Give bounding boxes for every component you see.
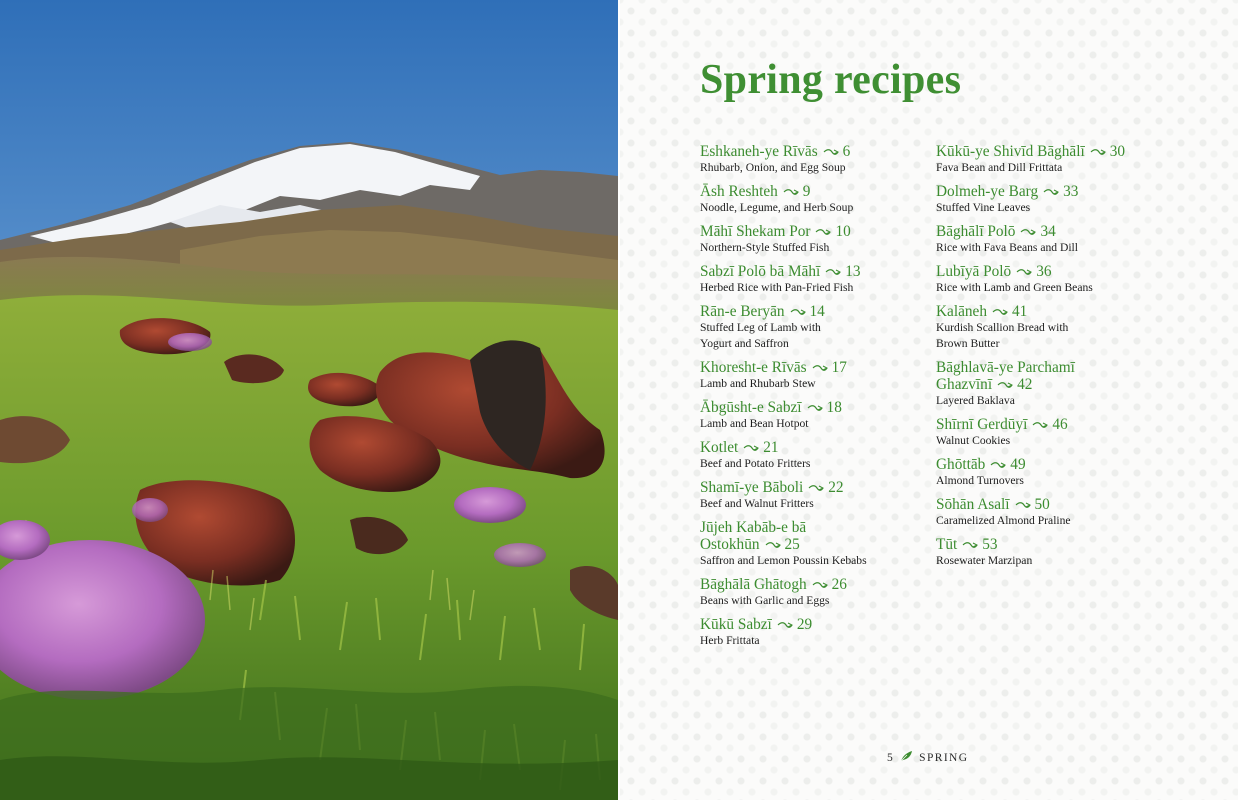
recipe-index-page [620, 0, 1238, 800]
recipe-entry[interactable] [700, 359, 930, 392]
arrow-ornament-icon [1020, 228, 1036, 236]
recipe-name: Bāghālā Ghātogh [700, 576, 807, 593]
recipe-name: Āsh Reshteh [700, 183, 778, 200]
recipe-title-line [936, 183, 1166, 200]
landscape-photo [0, 0, 618, 800]
recipe-name: Shamī-ye Bāboli [700, 479, 804, 496]
recipe-description: Rice with Fava Beans and Dill [936, 241, 1078, 254]
recipe-name: Kūkū Sabzī [700, 616, 772, 633]
arrow-ornament-icon [1043, 188, 1059, 196]
recipe-entry[interactable] [700, 263, 930, 296]
page-footer [887, 750, 968, 764]
recipe-title-line [936, 416, 1166, 433]
arrow-ornament-icon [765, 541, 781, 549]
recipe-title-line [936, 496, 1166, 513]
recipe-page-number: 36 [1036, 263, 1052, 280]
recipe-description: Beans with Garlic and Eggs [700, 594, 830, 607]
recipe-page-number: 22 [828, 479, 844, 496]
recipe-page-number: 41 [1011, 303, 1028, 320]
recipe-name: Sōhān Asalī [936, 496, 1010, 513]
recipe-description: Rice with Lamb and Green Beans [936, 281, 1093, 294]
recipe-name: Māhī Shekam Por [700, 223, 811, 240]
recipe-entry[interactable] [700, 576, 930, 609]
page-title: Spring recipes [700, 57, 962, 103]
recipe-entry[interactable] [936, 143, 1166, 176]
recipe-name: Bāghālī Polō [936, 223, 1016, 240]
arrow-ornament-icon [812, 364, 828, 372]
recipe-title-line [700, 223, 930, 240]
recipe-page-number: 29 [796, 616, 813, 633]
recipe-name: Rān-e Beryān [700, 303, 785, 320]
recipe-page-number: 30 [1109, 143, 1126, 160]
recipe-name: Lubīyā Polō [936, 263, 1012, 280]
recipe-name: Kalāneh [936, 303, 987, 320]
arrow-ornament-icon [825, 268, 841, 276]
arrow-ornament-icon [812, 581, 828, 589]
recipe-description: Stuffed Leg of Lamb with [700, 321, 821, 334]
recipe-title-line [936, 263, 1166, 280]
recipe-name: Kotlet [700, 439, 739, 456]
recipe-list-left [700, 143, 930, 649]
recipe-title-line [700, 263, 930, 280]
arrow-ornament-icon [962, 541, 978, 549]
recipe-list-right [936, 143, 1166, 569]
recipe-page-number: 21 [763, 439, 779, 456]
recipe-title-line [700, 616, 930, 633]
arrow-ornament-icon [823, 148, 839, 156]
recipe-entry[interactable] [936, 303, 1166, 352]
recipe-entry[interactable] [936, 223, 1166, 256]
recipe-description: Saffron and Lemon Poussin Kebabs [700, 554, 867, 567]
recipe-page-number: 26 [831, 576, 847, 593]
recipe-description: Rhubarb, Onion, and Egg Soup [700, 161, 846, 174]
recipe-description: Lamb and Bean Hotpot [700, 417, 809, 430]
recipe-description: Rosewater Marzipan [936, 554, 1033, 567]
recipe-description: Herb Frittata [700, 634, 760, 647]
arrow-ornament-icon [777, 621, 793, 629]
recipe-description: Lamb and Rhubarb Stew [700, 377, 816, 390]
recipe-description: Beef and Walnut Fritters [700, 497, 814, 510]
recipe-title-line [700, 439, 930, 456]
recipe-title-line [700, 479, 930, 496]
recipe-name: Ghazvīnī [936, 376, 993, 393]
recipe-page-number: 6 [842, 143, 851, 160]
leaf-icon [900, 750, 913, 762]
recipe-description: Walnut Cookies [936, 434, 1011, 447]
recipe-name: Ghōttāb [936, 456, 986, 473]
recipe-entry[interactable] [700, 399, 930, 432]
recipe-description: Beef and Potato Fritters [700, 457, 811, 470]
recipe-title-line [700, 576, 930, 593]
recipe-description: Caramelized Almond Praline [936, 514, 1071, 527]
recipe-entry[interactable] [936, 496, 1166, 529]
recipe-page-number: 25 [784, 536, 800, 553]
recipe-page-number: 18 [826, 399, 842, 416]
recipe-page-number: 49 [1010, 456, 1026, 473]
recipe-entry[interactable] [700, 303, 930, 352]
recipe-page-number: 9 [802, 183, 811, 200]
recipe-name: Khoresht-e Rīvās [700, 359, 807, 376]
recipe-name: Dolmeh-ye Barg [936, 183, 1039, 200]
recipe-name: Ostokhūn [700, 536, 760, 553]
recipe-title-line [936, 536, 1166, 553]
arrow-ornament-icon [743, 444, 759, 452]
recipe-page-number: 17 [831, 359, 847, 376]
recipe-description: Fava Bean and Dill Frittata [936, 161, 1063, 174]
footer-page-number: 5 [887, 752, 895, 764]
recipe-description: Noodle, Legume, and Herb Soup [700, 201, 854, 214]
recipe-entry[interactable] [936, 359, 1166, 409]
arrow-ornament-icon [807, 404, 823, 412]
recipe-title-line [936, 143, 1166, 160]
recipe-entry[interactable] [700, 519, 930, 569]
arrow-ornament-icon [1090, 148, 1106, 156]
recipe-description: Yogurt and Saffron [700, 337, 789, 350]
recipe-entry[interactable] [936, 536, 1166, 569]
recipe-page-number: 42 [1017, 376, 1033, 393]
recipe-title-line [700, 183, 930, 200]
recipe-description: Kurdish Scallion Bread with [936, 321, 1069, 334]
recipe-entry[interactable] [700, 223, 930, 256]
recipe-title-line-2 [700, 536, 930, 553]
recipe-title-line-1: Bāghlavā-ye Parchamī [936, 359, 1075, 376]
recipe-title-line [936, 456, 1166, 473]
recipe-description: Brown Butter [936, 337, 1000, 350]
recipe-name: Sabzī Polō bā Māhī [700, 263, 821, 280]
recipe-page-number: 34 [1040, 223, 1056, 240]
recipe-title-line [700, 359, 930, 376]
arrow-ornament-icon [1032, 421, 1048, 429]
recipe-entry[interactable] [936, 263, 1166, 296]
recipe-title-line [936, 303, 1166, 320]
recipe-title-line [936, 223, 1166, 240]
recipe-page-number: 13 [845, 263, 861, 280]
recipe-name: Shīrnī Gerdūyī [936, 416, 1028, 433]
recipe-page-number: 14 [809, 303, 825, 320]
recipe-name: Eshkaneh-ye Rīvās [700, 143, 818, 160]
recipe-entry[interactable] [936, 456, 1166, 489]
recipe-entry[interactable] [700, 479, 930, 512]
recipe-page-number: 53 [982, 536, 998, 553]
recipe-entry[interactable] [700, 439, 930, 472]
recipe-page-number: 46 [1052, 416, 1068, 433]
recipe-description: Almond Turnovers [936, 474, 1024, 487]
recipe-name: Kūkū-ye Shivīd Bāghālī [936, 143, 1085, 160]
footer-section-name: SPRING [919, 752, 969, 764]
arrow-ornament-icon [990, 461, 1006, 469]
recipe-name: Tūt [936, 536, 958, 553]
recipe-title-line [700, 143, 930, 160]
arrow-ornament-icon [815, 228, 831, 236]
recipe-page-number: 50 [1034, 496, 1050, 513]
recipe-description: Herbed Rice with Pan-Fried Fish [700, 281, 854, 294]
recipe-entry[interactable] [700, 183, 930, 216]
recipe-description: Layered Baklava [936, 394, 1015, 407]
recipe-title-line-2 [936, 376, 1166, 393]
recipe-page-number: 33 [1063, 183, 1079, 200]
recipe-name: Ābgūsht-e Sabzī [700, 399, 802, 416]
arrow-ornament-icon [790, 308, 806, 316]
recipe-entry[interactable] [936, 416, 1166, 449]
recipe-description: Stuffed Vine Leaves [936, 201, 1031, 214]
recipe-description: Northern-Style Stuffed Fish [700, 241, 830, 254]
arrow-ornament-icon [997, 381, 1013, 389]
recipe-title-line [700, 303, 930, 320]
recipe-entry[interactable] [700, 616, 930, 649]
arrow-ornament-icon [992, 308, 1008, 316]
recipe-title-line-1: Jūjeh Kabāb-e bā [700, 519, 807, 536]
mountain-meadow-image [0, 0, 618, 800]
arrow-ornament-icon [1015, 501, 1031, 509]
arrow-ornament-icon [783, 188, 799, 196]
arrow-ornament-icon [1016, 268, 1032, 276]
recipe-title-line [700, 399, 930, 416]
recipe-page-number: 10 [835, 223, 851, 240]
recipe-entry[interactable] [936, 183, 1166, 216]
recipe-entry[interactable] [700, 143, 930, 176]
arrow-ornament-icon [808, 484, 824, 492]
